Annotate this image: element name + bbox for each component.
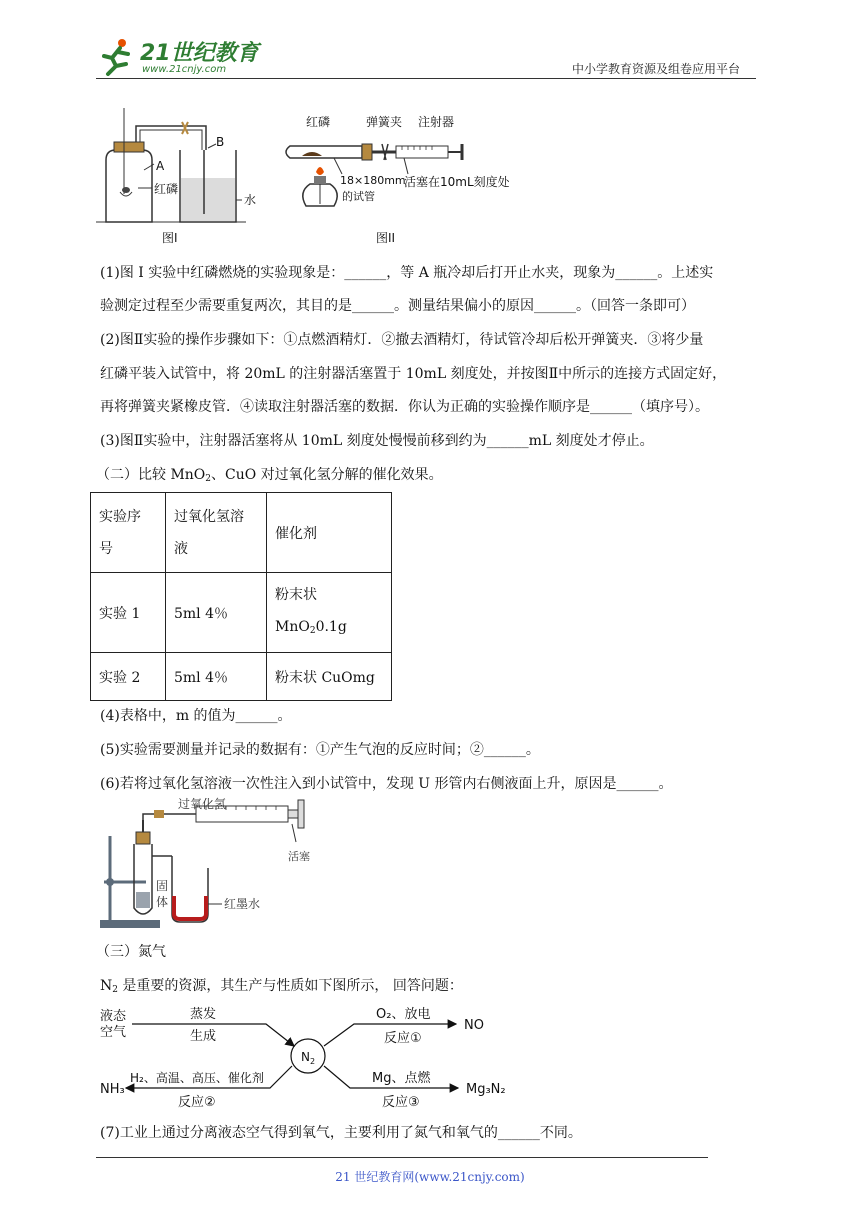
table-cell-catalyst: 粉末状 MnO$_2$0.1g <box>267 573 392 653</box>
table-cell-catalyst: 粉末状 CuOmg <box>267 653 392 701</box>
q6-line: (6)若将过氧化氢溶液一次性注入到小试管中，发现 U 形管内右侧液面上升，原因是______。 <box>100 776 673 792</box>
flow-liquid-air-1: 液态 <box>100 1009 127 1024</box>
table-header-catalyst: 催化剂 <box>267 493 392 573</box>
fig3-label-piston: 活塞 <box>288 850 310 863</box>
table-cell-id: 实验 2 <box>91 653 166 701</box>
table-header-solution: 过氧化氢溶 液 <box>166 493 267 573</box>
logo-text: 21世纪教育 <box>140 41 259 66</box>
fig1-label-water: 水 <box>244 193 257 207</box>
header-logo <box>96 34 266 78</box>
table-cell-id: 实验 1 <box>91 573 166 653</box>
footer-divider <box>96 1157 708 1158</box>
flow-generate: 生成 <box>190 1029 217 1044</box>
figure-1-apparatus <box>96 104 266 248</box>
header-divider <box>96 78 756 79</box>
fig1-label-phosphorus: 红磷 <box>154 182 179 196</box>
section2-title-b: 、CuO 对过氧化氢分解的催化效果。 <box>211 467 443 483</box>
figure-3-apparatus <box>96 796 326 934</box>
q1-line2: 验测定过程至少需要重复两次，其目的是______。测量结果偏小的原因______。（回答一条即可） <box>100 298 695 314</box>
flow-mg3n2: Mg₃N₂ <box>466 1082 506 1097</box>
section3-intro: $N_2$ 是重要的资源，其生产与性质如下图所示， 回答问题： <box>100 978 463 995</box>
q3-line1: (3)图Ⅱ实验中，注射器活塞将从 10mL 刻度处慢慢前移到约为______mL 刻度处才停止。 <box>100 433 654 449</box>
fig1-label-b: B <box>216 135 225 149</box>
table-row <box>91 653 392 701</box>
nitrogen-flow-diagram <box>96 1004 516 1112</box>
flow-h2-condition: H₂、高温、高压、催化剂 <box>130 1071 264 1085</box>
flow-o2-condition: O₂、放电 <box>376 1007 431 1022</box>
runner-logo-icon <box>96 36 136 76</box>
fig2-label-tube: 的试管 <box>342 190 375 203</box>
section2-title-sub: 2 <box>205 474 212 484</box>
q7-line: (7)工业上通过分离液态空气得到氧气，主要利用了氮气和氧气的______不同。 <box>100 1125 582 1141</box>
fig2-label-clip: 弹簧夹 <box>366 115 403 129</box>
flow-n2: $N_2$ <box>301 1050 316 1066</box>
table-row <box>91 573 392 653</box>
flow-reaction-2: 反应② <box>178 1095 216 1110</box>
fig2-caption: 图II <box>376 231 396 245</box>
table-cell-solution: 5ml 4％ <box>166 573 267 653</box>
flow-evaporate: 蒸发 <box>190 1007 217 1022</box>
figure-2-apparatus <box>276 108 536 248</box>
flow-mg-condition: Mg、点燃 <box>372 1071 431 1086</box>
flow-liquid-air-2: 空气 <box>100 1025 127 1040</box>
q1-line1: (1)图 I 实验中红磷燃烧的实验现象是：______，等 A 瓶冷却后打开止水夹，现象为______。上述实 <box>100 265 714 281</box>
fig3-label-solid-1: 固 <box>156 879 169 893</box>
flow-nh3: NH₃ <box>100 1082 125 1097</box>
table-header-id: 实验序 号 <box>91 493 166 573</box>
experiment-table <box>90 492 392 701</box>
table-header-row <box>91 493 392 573</box>
q2-line2: 红磷平装入试管中，将 20mL 的注射器活塞置于 10mL 刻度处，并按图Ⅱ中所示的连接方式固定好， <box>100 366 727 382</box>
table-cell-solution: 5ml 4％ <box>166 653 267 701</box>
q2-line3: 再将弹簧夹紧橡皮管．④读取注射器活塞的数据．你认为正确的实验操作顺序是______（填序号）。 <box>100 399 709 415</box>
fig3-label-h2o2: 过氧化氢 <box>178 797 227 811</box>
fig3-label-solid-2: 体 <box>156 895 169 909</box>
fig1-caption: 图I <box>162 231 178 245</box>
fig1-label-a: A <box>156 159 165 173</box>
section2-title-a: （二）比较 MnO <box>96 467 206 483</box>
fig3-label-ink: 红墨水 <box>224 897 261 911</box>
fig2-label-piston: 活塞在10mL刻度处 <box>404 175 510 189</box>
header-right-text: 中小学教育资源及组卷应用平台 <box>572 62 741 76</box>
q5-line: (5)实验需要测量并记录的数据有：①产生气泡的反应时间；②______。 <box>100 742 540 758</box>
fig2-label-phosphorus: 红磷 <box>306 115 331 129</box>
footer-text: 21 世纪教育网(www.21cnjy.com) <box>335 1170 525 1184</box>
q2-line1: (2)图Ⅱ实验的操作步骤如下：①点燃酒精灯．②撤去酒精灯，待试管冷却后松开弹簧夹．③将少量 <box>100 332 704 348</box>
section2-title <box>96 465 443 489</box>
logo-url: www.21cnjy.com <box>142 64 227 75</box>
section3-title: （三）氮气 <box>96 944 166 960</box>
fig2-label-syringe: 注射器 <box>418 115 455 129</box>
flow-reaction-3: 反应③ <box>382 1095 420 1110</box>
q4-line: (4)表格中，m 的值为______。 <box>100 708 292 724</box>
fig2-label-tube-size: 18×180mm <box>340 174 406 187</box>
flow-no: NO <box>464 1018 484 1033</box>
flow-reaction-1: 反应① <box>384 1031 422 1046</box>
